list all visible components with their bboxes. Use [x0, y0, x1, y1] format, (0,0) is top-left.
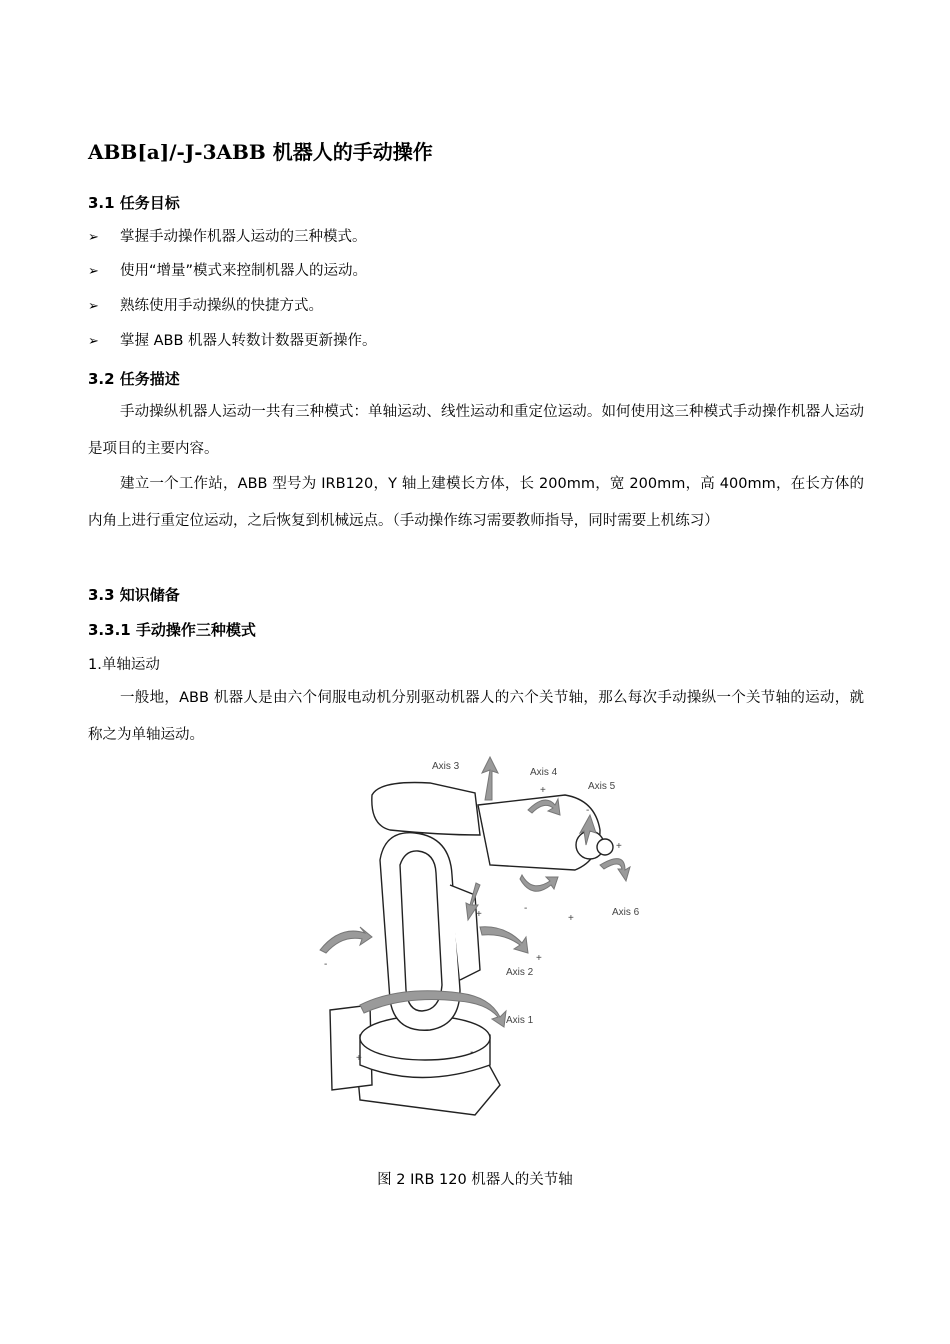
bullet-item — [88, 260, 367, 282]
axis-label-6: Axis 6 — [612, 907, 640, 918]
axis-label-5: Axis 5 — [588, 781, 616, 792]
paragraph-single-axis: 一般地，ABB 机器人是由六个伺服电动机分别驱动机器人的六个关节轴，那么每次手动操纵一个关节轴的运动，就称之为单轴运动。 — [88, 690, 864, 743]
axis-label-3: Axis 3 — [432, 761, 460, 772]
robot-figure — [300, 755, 660, 1135]
bullet-text: 熟练使用手动操纵的快捷方式。 — [120, 298, 323, 314]
item-label-single-axis: 1.单轴运动 — [88, 657, 160, 673]
bullet-arrow-icon: ➢ — [88, 264, 99, 279]
subsection-heading-3-3-1: 3.3.1 手动操作三种模式 — [88, 621, 256, 639]
bullet-text: 掌握手动操作机器人运动的三种模式。 — [120, 229, 367, 245]
svg-text:-: - — [324, 959, 328, 970]
svg-text:+: + — [568, 913, 574, 924]
svg-text:+: + — [616, 841, 622, 852]
section-heading-3-1: 3.1 任务目标 — [88, 194, 180, 212]
axis-label-1: Axis 1 — [506, 1015, 534, 1026]
figure-caption: 图 2 IRB 120 机器人的关节轴 — [377, 1172, 573, 1188]
svg-text:-: - — [524, 903, 528, 914]
svg-text:-: - — [586, 805, 590, 816]
svg-text:-: - — [470, 1047, 474, 1058]
bullet-item — [88, 330, 377, 352]
document-title: ABB[a]/-J-3ABB 机器人的手动操作 — [88, 140, 433, 164]
bullet-arrow-icon: ➢ — [88, 299, 99, 314]
bullet-text: 使用“增量”模式来控制机器人的运动。 — [120, 263, 368, 279]
paragraph-task-description-1: 手动操纵机器人运动一共有三种模式：单轴运动、线性运动和重定位运动。如何使用这三种模式手动操作机器人运动是项目的主要内容。 — [88, 404, 864, 457]
axis-label-2: Axis 2 — [506, 967, 534, 978]
svg-text:+: + — [476, 909, 482, 920]
svg-text:+: + — [356, 1053, 362, 1064]
section-heading-3-2: 3.2 任务描述 — [88, 370, 180, 388]
bullet-item — [88, 226, 367, 248]
bullet-arrow-icon: ➢ — [88, 334, 99, 349]
robot-joint-axes-diagram — [300, 755, 660, 1135]
section-heading-3-3: 3.3 知识储备 — [88, 586, 180, 604]
paragraph-task-description-2: 建立一个工作站，ABB 型号为 IRB120，Y 轴上建模长方体，长 200mm，宽 200mm，高 400mm，在长方体的内角上进行重定位运动，之后恢复到机械远点。（手动操作练习需要教师指导，同时需要上机练习） — [88, 476, 864, 529]
svg-text:+: + — [540, 785, 546, 796]
bullet-text: 掌握 ABB 机器人转数计数器更新操作。 — [120, 333, 377, 349]
bullet-arrow-icon: ➢ — [88, 230, 99, 245]
axis-label-4: Axis 4 — [530, 767, 558, 778]
bullet-item — [88, 295, 323, 317]
svg-text:+: + — [536, 953, 542, 964]
